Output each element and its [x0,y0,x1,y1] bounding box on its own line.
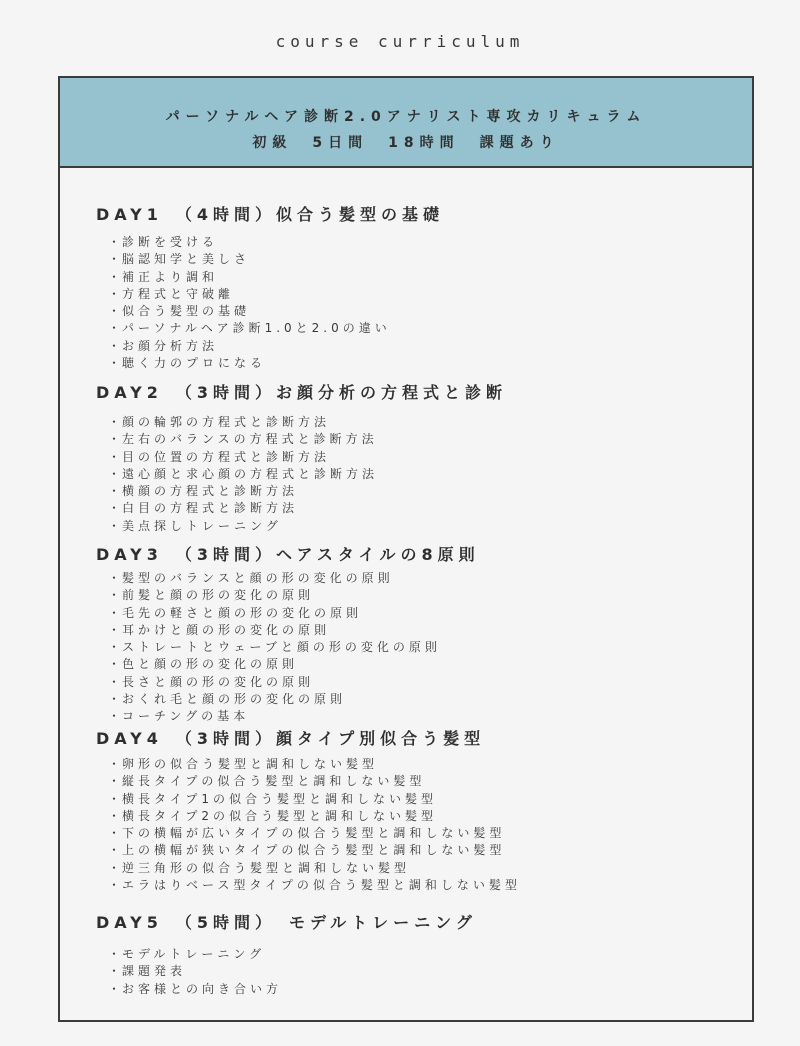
list-item: ・ モデルトレーニング [108,946,477,963]
list-item: ・ 補正より調和 [108,269,444,286]
list-item: ・ 診断を受ける [108,234,444,251]
list-item: ・ 顔の輪郭の方程式と診断方法 [108,414,507,431]
list-item: ・ 聴く力のプロになる [108,355,444,372]
list-item: ・ 横長タイプ1の似合う髪型と調和しない髪型 [108,791,521,808]
day-title: DAY5 （5時間） モデルトレーニング [96,913,477,932]
list-item: ・ 美点探しトレーニング [108,518,507,535]
list-item: ・ 左右のバランスの方程式と診断方法 [108,431,507,448]
list-item: ・ 課題発表 [108,963,477,980]
list-item: ・ おくれ毛と顔の形の変化の原則 [108,691,480,708]
list-item: ・ 前髪と顔の形の変化の原則 [108,587,480,604]
list-item: ・ お客様との向き合い方 [108,981,477,998]
list-item: ・ 方程式と守破離 [108,286,444,303]
list-item: ・ 目の位置の方程式と診断方法 [108,449,507,466]
curriculum-title: パーソナルヘア診断2.0アナリスト専攻カリキュラム [165,109,647,125]
curriculum-summary: 初級 5日間 18時間 課題あり [252,135,560,151]
day-item-list [96,414,507,535]
day-item-list [96,570,480,726]
day-title: DAY4 （3時間）顔タイプ別似合う髪型 [96,729,486,748]
list-item: ・ 横長タイプ2の似合う髪型と調和しない髪型 [108,808,521,825]
day-section-4 [96,728,521,894]
day-item-list [96,946,477,998]
list-item: ・ 上の横幅が狭いタイプの似合う髪型と調和しない髪型 [108,842,521,859]
list-item: ・ 逆三角形の似合う髪型と調和しない髪型 [108,860,521,877]
list-item: ・ 遠心顔と求心顔の方程式と診断方法 [108,466,507,483]
list-item: ・ 脳認知学と美しさ [108,251,444,268]
list-item: ・ 毛先の軽さと顔の形の変化の原則 [108,605,480,622]
day-section-1 [96,204,444,372]
list-item: ・ 卵形の似合う髪型と調和しない髪型 [108,756,521,773]
day-item-list [96,756,521,894]
list-item: ・ 下の横幅が広いタイプの似合う髪型と調和しない髪型 [108,825,521,842]
list-item: ・ コーチングの基本 [108,708,480,725]
day-section-2 [96,382,507,535]
curriculum-header [60,78,752,168]
list-item: ・ 横顔の方程式と診断方法 [108,483,507,500]
day-item-list [96,234,444,372]
list-item: ・ お顔分析方法 [108,338,444,355]
day-section-5 [96,912,477,998]
list-item: ・ 似合う髪型の基礎 [108,303,444,320]
list-item: ・ 髪型のバランスと顔の形の変化の原則 [108,570,480,587]
day-title: DAY2 （3時間）お顔分析の方程式と診断 [96,383,507,402]
list-item: ・ ストレートとウェーブと顔の形の変化の原則 [108,639,480,656]
day-title: DAY3 （3時間）ヘアスタイルの8原則 [96,545,480,564]
list-item: ・ 白目の方程式と診断方法 [108,500,507,517]
page-label: course curriculum [275,32,525,51]
list-item: ・ パーソナルヘア診断1.0と2.0の違い [108,320,444,337]
list-item: ・ エラはりベース型タイプの似合う髪型と調和しない髪型 [108,877,521,894]
list-item: ・ 長さと顔の形の変化の原則 [108,674,480,691]
curriculum-frame [58,76,754,1022]
day-title: DAY1 （4時間）似合う髪型の基礎 [96,205,444,224]
day-section-3 [96,544,480,726]
list-item: ・ 縦長タイプの似合う髪型と調和しない髪型 [108,773,521,790]
list-item: ・ 耳かけと顔の形の変化の原則 [108,622,480,639]
list-item: ・ 色と顔の形の変化の原則 [108,656,480,673]
